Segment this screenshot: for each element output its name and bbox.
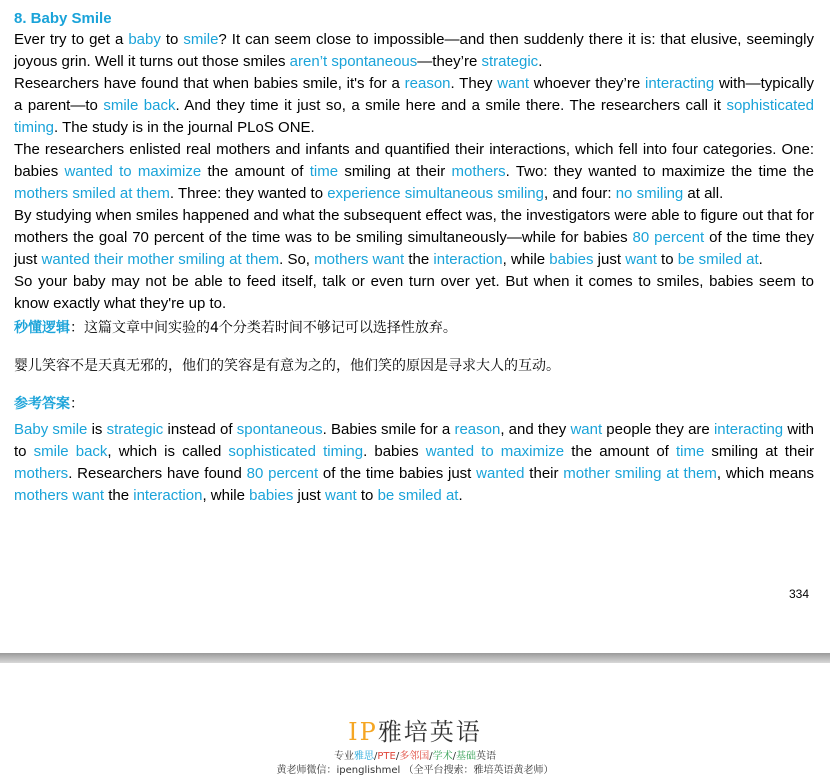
highlighted-phrase: baby — [128, 31, 161, 48]
text-segment: is — [87, 421, 107, 438]
highlighted-phrase: be smiled at — [677, 251, 759, 268]
paragraph — [14, 139, 814, 205]
logic-separator: ： — [70, 320, 84, 336]
text-segment: So your baby may not be able to feed itself, talk or even turn over yet. But when it comes to smiles, babies seem to know exactly what they're up to. — [14, 273, 814, 312]
highlighted-phrase: interacting — [713, 421, 784, 438]
text-segment: 英语 — [475, 751, 496, 762]
text-segment: . Three: they wanted to — [169, 185, 328, 202]
highlighted-phrase: interacting — [644, 75, 715, 92]
text-segment: . — [458, 487, 463, 504]
text-segment: . Researchers have found — [68, 465, 247, 482]
highlighted-phrase: babies — [549, 251, 594, 268]
highlighted-phrase: 80 percent — [632, 229, 705, 246]
text-segment: people they are — [602, 421, 714, 438]
text-segment: Researchers have found that when babies smile, it's for a — [14, 75, 405, 92]
text-segment: with—typically a parent—to — [14, 75, 814, 114]
answer-separator: ： — [70, 396, 84, 412]
text-segment: to — [356, 487, 378, 504]
logic-note — [14, 317, 814, 339]
text-segment: to — [160, 31, 184, 48]
text-segment: / — [452, 751, 456, 762]
highlighted-phrase: want — [570, 421, 603, 438]
highlighted-phrase: want — [625, 251, 657, 268]
page-number: 334 — [789, 587, 810, 601]
text-segment: , and they — [500, 421, 571, 438]
highlighted-phrase: interaction — [433, 251, 503, 268]
highlighted-phrase: wanted — [476, 465, 525, 482]
logic-label: 秒懂逻辑 — [14, 320, 70, 336]
text-segment: smiling at their — [704, 443, 814, 460]
highlighted-phrase: reason — [454, 421, 501, 438]
tagline-segment: 基础 — [455, 751, 476, 762]
text-segment: , while — [202, 487, 250, 504]
highlighted-phrase: aren’t spontaneous — [289, 53, 418, 70]
footer-contact: 黄老师微信：ipenglishmel （全平台搜索：雅培英语黄老师） — [276, 765, 554, 776]
footer — [0, 718, 830, 778]
text-segment: , while — [502, 251, 550, 268]
text-segment: . So, — [279, 251, 315, 268]
highlighted-phrase: mothers want — [314, 251, 405, 268]
answer-label: 参考答案 — [14, 396, 70, 412]
text-segment: just — [293, 487, 326, 504]
highlighted-phrase: sophisticated timing — [14, 97, 815, 136]
text-segment: the — [104, 487, 134, 504]
highlighted-phrase: wanted to maximize — [64, 163, 202, 180]
highlighted-phrase: mothers — [14, 465, 69, 482]
article-content — [14, 9, 814, 507]
highlighted-phrase: reason — [404, 75, 451, 92]
text-segment: . — [538, 53, 543, 70]
highlighted-phrase: 80 percent — [246, 465, 319, 482]
text-segment: . Babies smile for a — [322, 421, 455, 438]
highlighted-phrase: strategic — [106, 421, 164, 438]
text-segment: , which is called — [107, 443, 229, 460]
highlighted-phrase: want — [497, 75, 529, 92]
text-segment: . They — [450, 75, 498, 92]
text-segment: The researchers enlisted real mothers and infants and quantified their interactions, which fell into four categories. One: babies — [14, 141, 814, 180]
text-segment: , which means — [716, 465, 814, 482]
text-segment: of the time they just — [14, 229, 814, 268]
text-segment: the — [404, 251, 434, 268]
text-segment: . And they time it just so, a smile here and a smile there. The researchers call it — [175, 97, 727, 114]
highlighted-phrase: experience simultaneous smiling — [327, 185, 544, 202]
logo-name: 雅培英语 — [377, 718, 482, 746]
tagline-segment: PTE — [377, 751, 396, 762]
text-segment: the amount of — [201, 163, 310, 180]
text-segment: , and four: — [544, 185, 616, 202]
highlighted-phrase: smile back — [33, 443, 108, 460]
text-segment: / — [395, 751, 400, 762]
text-segment: 专业 — [334, 751, 355, 762]
highlighted-phrase: wanted to maximize — [425, 443, 565, 460]
text-segment: their — [524, 465, 564, 482]
paragraph — [14, 73, 814, 139]
page-divider — [0, 653, 830, 663]
highlighted-phrase: smile — [183, 31, 219, 48]
text-segment: instead of — [163, 421, 237, 438]
text-segment: just — [593, 251, 626, 268]
highlighted-phrase: time — [675, 443, 705, 460]
text-segment: —they’re — [417, 53, 482, 70]
text-segment: . The study is in the journal PLoS ONE. — [54, 119, 315, 136]
tagline-segment: 雅思 — [354, 751, 375, 762]
tagline-segment: 学术 — [432, 751, 453, 762]
highlighted-phrase: be smiled at — [377, 487, 459, 504]
highlighted-phrase: wanted their mother smiling at them — [41, 251, 280, 268]
text-segment: with to — [14, 421, 815, 460]
highlighted-phrase: no smiling — [615, 185, 684, 202]
section-title: 8. Baby Smile — [14, 10, 112, 27]
paragraph — [14, 205, 814, 271]
text-segment: . babies — [363, 443, 426, 460]
highlighted-phrase: mothers smiled at them — [14, 185, 170, 202]
highlighted-phrase: sophisticated timing — [228, 443, 364, 460]
highlighted-phrase: spontaneous — [236, 421, 323, 438]
text-segment: of the time babies just — [318, 465, 477, 482]
text-segment: to — [656, 251, 678, 268]
answer-paragraph — [14, 419, 814, 507]
footer-tagline — [0, 750, 830, 764]
highlighted-phrase: babies — [249, 487, 294, 504]
brand-logo — [0, 718, 830, 746]
tagline-segment: 多邻国 — [399, 751, 430, 762]
highlighted-phrase: mothers want — [14, 487, 105, 504]
highlighted-phrase: smile back — [103, 97, 176, 114]
paragraph — [14, 271, 814, 315]
highlighted-phrase: mothers — [451, 163, 506, 180]
highlighted-phrase: Baby smile — [14, 421, 88, 438]
text-segment: By studying when smiles happened and what the subsequent effect was, the investigators were able to figure out that for mothers the goal 70 percent of the time was to be smiling simultaneously—while for babies — [14, 207, 814, 246]
text-segment: ? It can seem close to impossible—and then suddenly there it is: that elusive, seemingly joyous grin. Well it turns out those smiles — [14, 31, 814, 70]
text-segment: at all. — [683, 185, 724, 202]
highlighted-phrase: time — [309, 163, 339, 180]
highlighted-phrase: want — [325, 487, 357, 504]
highlighted-phrase: strategic — [481, 53, 539, 70]
text-segment: smiling at their — [338, 163, 452, 180]
highlighted-phrase: mother smiling at them — [563, 465, 717, 482]
highlighted-phrase: interaction — [133, 487, 203, 504]
paragraph — [14, 29, 814, 73]
text-segment: the amount of — [564, 443, 676, 460]
summary-cn: 婴儿笑容不是天真无邪的，他们的笑容是有意为之的，他们笑的原因是寻求大人的互动。 — [14, 358, 560, 374]
text-segment: Ever try to get a — [14, 31, 129, 48]
text-segment: / — [429, 751, 433, 762]
logic-text: 这篇文章中间实验的4个分类若时间不够记可以选择性放弃。 — [84, 320, 457, 336]
text-segment: . — [758, 251, 763, 268]
logo-ip: IP — [348, 718, 378, 746]
text-segment: whoever they’re — [528, 75, 645, 92]
answer-heading — [14, 393, 814, 415]
text-segment: / — [374, 751, 378, 762]
text-segment: . Two: they wanted to maximize the time the — [505, 163, 814, 180]
